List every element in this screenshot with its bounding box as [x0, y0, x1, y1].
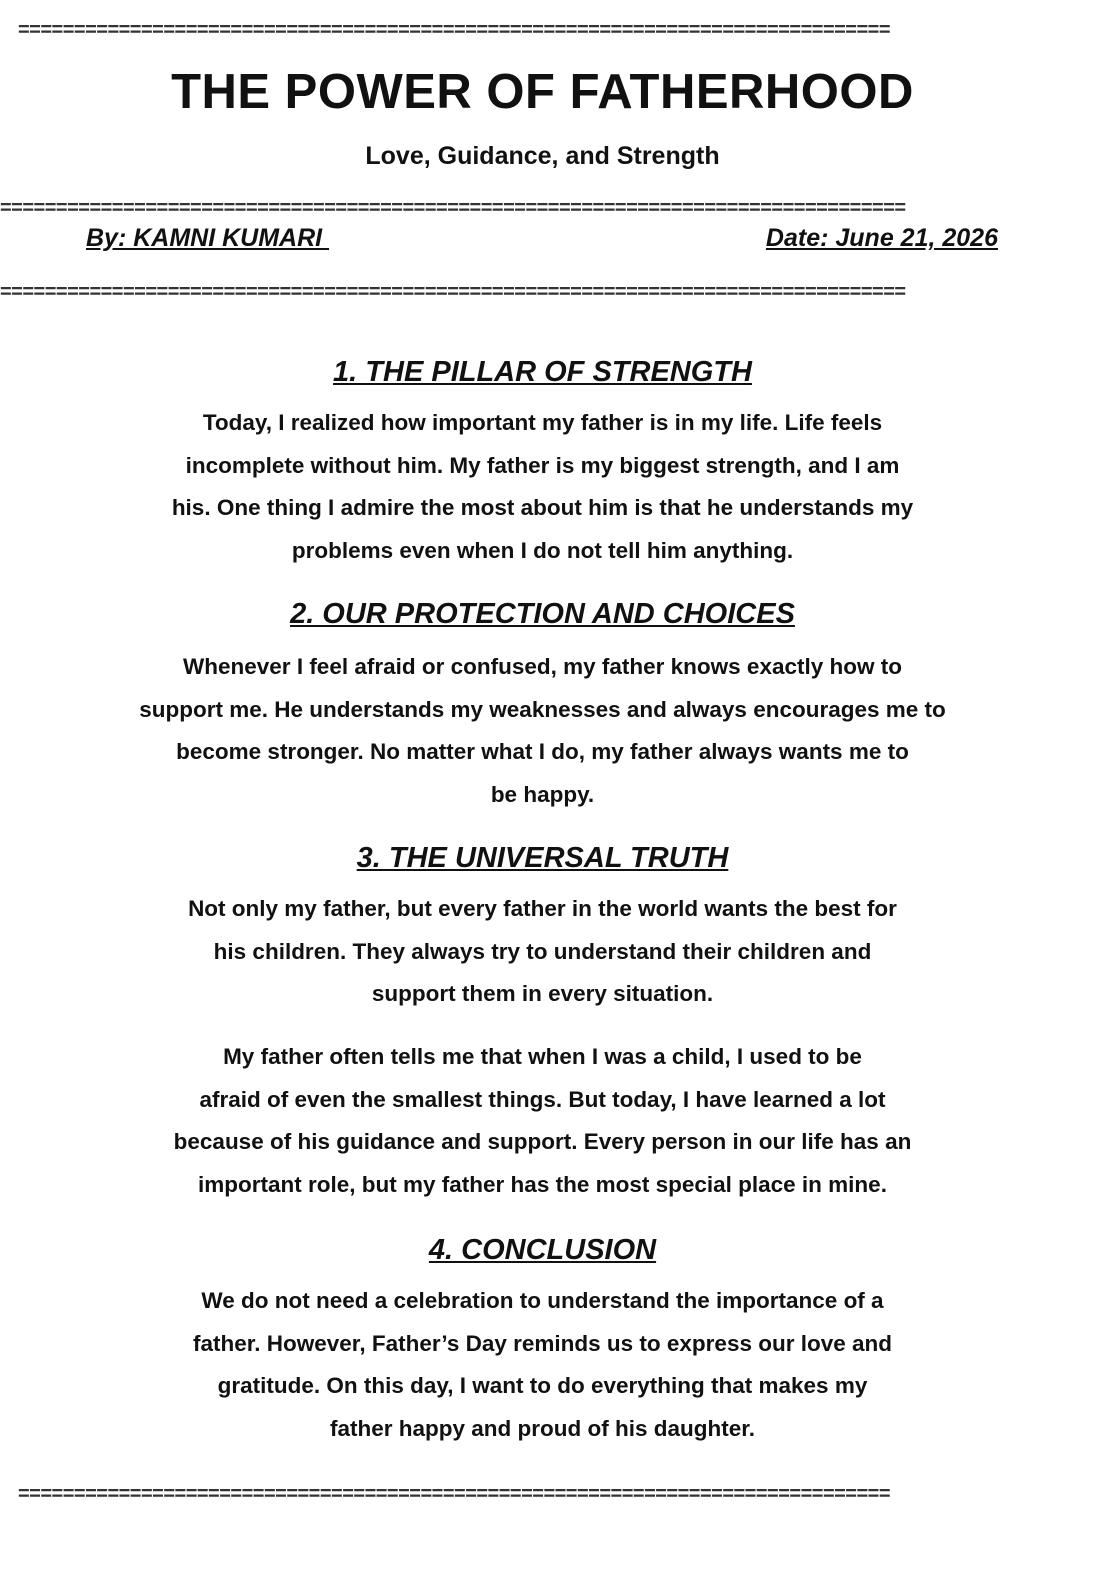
paragraph-line: Whenever I feel afraid or confused, my father knows exactly how to [183, 654, 902, 679]
byline-divider: ================================================================================= [0, 282, 906, 302]
document-subtitle: Love, Guidance, and Strength [365, 142, 720, 170]
paragraph-line: problems even when I do not tell him anything. [291, 537, 794, 563]
paragraph-line: support me. He understands my weaknesses and always encourages me to [139, 696, 946, 722]
section-paragraph [80, 888, 1005, 1016]
section-heading: 1. THE PILLAR OF STRENGTH [333, 356, 752, 388]
paragraph-line: because of his guidance and support. Every person in our life has an [173, 1129, 912, 1154]
paragraph-line: important role, but my father has the most special place in mine. [198, 1171, 887, 1197]
paragraph-line: father happy and proud of his daughter. [329, 1415, 756, 1441]
header-divider: ================================================================================= [0, 198, 906, 218]
paragraph-line: support them in every situation. [371, 981, 714, 1006]
date-byline: Date: June 21, 2026 [765, 224, 998, 252]
top-divider: ============================================================================== [18, 20, 891, 40]
section-heading: 4. CONCLUSION [428, 1234, 657, 1266]
paragraph-line: father. However, Father’s Day reminds us to express our love and [193, 1330, 892, 1356]
paragraph-line: his. One thing I admire the most about him is that he understands my [171, 495, 914, 520]
section-paragraph [80, 402, 1005, 572]
bottom-divider: ============================================================================== [18, 1484, 891, 1504]
paragraph-line: My father often tells me that when I was a child, I used to be [223, 1044, 862, 1069]
section-paragraph [80, 1280, 1005, 1450]
paragraph-line: incomplete without him. My father is my biggest strength, and I am [185, 452, 900, 478]
paragraph-line: We do not need a celebration to understand the importance of a [201, 1288, 884, 1313]
paragraph-line: afraid of even the smallest things. But today, I have learned a lot [199, 1086, 886, 1112]
section-heading: 2. OUR PROTECTION AND CHOICES [290, 598, 795, 630]
paragraph-line: gratitude. On this day, I want to do everything that makes my [217, 1373, 868, 1398]
section-paragraph [80, 646, 1005, 816]
paragraph-line: Today, I realized how important my father is in my life. Life feels [202, 410, 883, 435]
paragraph-line: his children. They always try to understand their children and [213, 938, 872, 964]
section-paragraph [80, 1036, 1005, 1206]
section-heading: 3. THE UNIVERSAL TRUTH [356, 842, 729, 874]
paragraph-line: become stronger. No matter what I do, my father always wants me to [176, 739, 909, 764]
paragraph-line: Not only my father, but every father in the world wants the best for [188, 896, 897, 921]
document-title: THE POWER OF FATHERHOOD [171, 65, 914, 119]
paragraph-line: be happy. [490, 781, 595, 807]
author-byline: By: KAMNI KUMARI [86, 224, 330, 252]
